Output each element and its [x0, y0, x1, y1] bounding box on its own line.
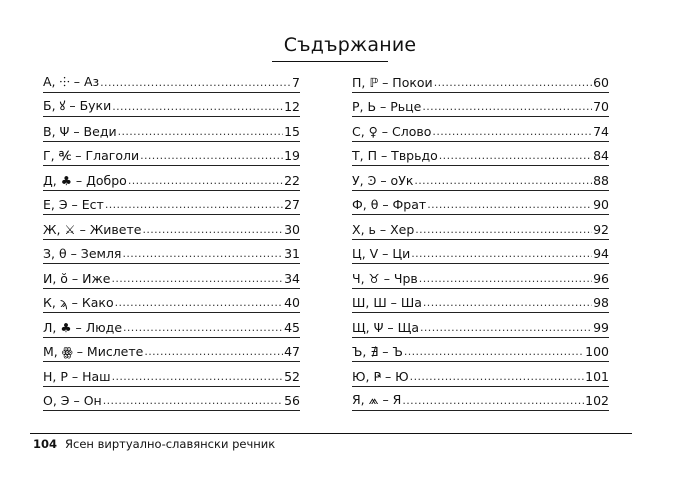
toc-entry-page: 52	[284, 368, 300, 384]
toc-entry-page: 22	[284, 172, 300, 188]
toc-entry-page: 56	[284, 393, 300, 408]
toc-entry-label: М, ꙮ – Мислете	[43, 344, 144, 359]
toc-entry-page: 98	[593, 295, 609, 310]
dot-leader	[434, 76, 592, 90]
toc-entry-label: Ч, ♉ – Чрв	[352, 270, 418, 286]
toc-entry-page: 31	[284, 246, 300, 261]
toc-entry-label: Ф, θ – Фрат	[352, 197, 427, 212]
toc-entry[interactable]	[352, 387, 609, 412]
toc-entry[interactable]	[352, 313, 609, 338]
dot-leader	[140, 149, 283, 163]
toc-entry[interactable]	[352, 289, 609, 314]
toc-entry-page: 74	[593, 123, 609, 139]
toc-entry[interactable]	[43, 240, 300, 265]
toc-entry-page: 94	[593, 246, 609, 261]
toc-entry[interactable]	[43, 289, 300, 314]
toc-entry-label: С, ♀ – Слово	[352, 123, 432, 139]
toc-entry[interactable]	[43, 215, 300, 240]
toc-entry-label: В, Ψ – Веди	[43, 123, 117, 139]
toc-entry-page: 47	[284, 344, 300, 359]
toc-entry[interactable]	[43, 338, 300, 363]
toc-entry[interactable]	[352, 166, 609, 191]
toc-entry[interactable]	[352, 338, 609, 363]
toc-entry-label: А, ⸭ – Аз	[43, 73, 100, 89]
footer-page-number: 104	[33, 437, 58, 451]
toc-entry-page: 15	[284, 123, 300, 139]
toc-entry[interactable]	[43, 68, 300, 93]
dot-leader	[112, 370, 284, 384]
toc-entry[interactable]	[43, 142, 300, 167]
dot-leader	[103, 394, 283, 408]
toc-entry-label: И, ŏ – Иже	[43, 270, 111, 286]
footer-running-title: Ясен виртуално-славянски речник	[65, 437, 276, 451]
toc-entry-page: 45	[284, 319, 300, 335]
dot-leader	[411, 247, 592, 261]
dot-leader	[420, 321, 592, 335]
toc-entry-label: Щ, Ψ – Ща	[352, 319, 419, 335]
toc-entry-label: Н, Р – Наш	[43, 368, 111, 384]
toc-entry[interactable]	[43, 191, 300, 216]
dot-leader	[144, 345, 283, 359]
toc-entry-label: Л, ♣ – Люде	[43, 319, 123, 335]
toc-entry-label: Г, ℀ – Глаголи	[43, 148, 140, 163]
toc-entry-page: 70	[593, 99, 609, 114]
toc-entry-label: Ъ, ∄ – Ъ	[352, 344, 403, 359]
toc-entry-page: 34	[284, 270, 300, 286]
dot-leader	[410, 370, 584, 384]
toc-entry-label: Ю, Ҏ – Ю	[352, 368, 409, 384]
dot-leader	[439, 149, 592, 163]
dot-leader	[402, 394, 584, 408]
toc-entry[interactable]	[43, 117, 300, 142]
toc-entry[interactable]	[352, 93, 609, 118]
toc-left-column	[43, 68, 300, 411]
toc-entry[interactable]	[352, 68, 609, 93]
toc-entry[interactable]	[352, 142, 609, 167]
dot-leader	[128, 174, 283, 188]
toc-entry-label: О, Э – Он	[43, 393, 102, 408]
toc-entry-label: У, Ͽ – оУк	[352, 172, 414, 188]
toc-entry-label: Ш, Ш – Ша	[352, 295, 422, 310]
dot-leader	[404, 345, 584, 359]
toc-entry-page: 27	[284, 197, 300, 212]
toc-entry-page: 92	[593, 221, 609, 237]
toc-entry[interactable]	[352, 117, 609, 142]
toc-entry[interactable]	[43, 362, 300, 387]
toc-entry-label: Я, ⩕ – Я	[352, 392, 402, 407]
dot-leader	[122, 247, 283, 261]
dot-leader	[419, 272, 592, 286]
toc-entry[interactable]	[352, 264, 609, 289]
toc-entry-page: 102	[585, 393, 609, 408]
dot-leader	[142, 223, 283, 237]
toc-right-column	[352, 68, 609, 411]
toc-entry[interactable]	[43, 313, 300, 338]
toc-entry-label: П, ℙ – Покои	[352, 74, 433, 90]
dot-leader	[415, 223, 592, 237]
toc-entry-label: З, θ – Земля	[43, 246, 122, 261]
toc-entry-page: 40	[284, 295, 300, 310]
toc-entry-label: Д, ♣ – Добро	[43, 172, 127, 188]
toc-entry[interactable]	[352, 362, 609, 387]
toc-entry-page: 100	[585, 344, 609, 359]
toc-entry-page: 7	[292, 74, 300, 90]
dot-leader	[423, 296, 592, 310]
toc-entry-label: К, ϡ – Како	[43, 295, 114, 310]
toc-entry-page: 84	[593, 148, 609, 163]
page-title: Съдържание	[283, 34, 417, 56]
dot-leader	[100, 76, 291, 90]
page-footer	[33, 437, 275, 451]
dot-leader	[432, 125, 592, 139]
toc-entry[interactable]	[43, 166, 300, 191]
footer-rule	[30, 433, 632, 434]
toc-entry-label: Ц, V – Ци	[352, 246, 411, 261]
toc-entry-page: 88	[593, 172, 609, 188]
toc-entry[interactable]	[352, 240, 609, 265]
dot-leader	[123, 321, 283, 335]
dot-leader	[414, 174, 592, 188]
toc-entry-page: 90	[593, 197, 609, 212]
toc-entry-page: 101	[585, 368, 609, 384]
dot-leader	[115, 296, 284, 310]
toc-entry[interactable]	[43, 264, 300, 289]
toc-entry-page: 19	[284, 148, 300, 163]
toc-entry-label: Б, ꙋ – Буки	[43, 98, 112, 113]
toc-entry-label: Ж, ⚔ – Живете	[43, 221, 142, 237]
toc-entry-page: 96	[593, 270, 609, 286]
toc-entry-label: Р, Ь – Рьце	[352, 99, 422, 114]
toc-entry-page: 99	[593, 319, 609, 335]
dot-leader	[427, 198, 592, 212]
title-underline	[272, 61, 388, 62]
dot-leader	[112, 100, 283, 114]
toc-entry[interactable]	[43, 93, 300, 118]
toc-entry-label: Е, Э – Ест	[43, 197, 104, 212]
dot-leader	[422, 100, 592, 114]
dot-leader	[111, 272, 283, 286]
toc-entry-label: Т, Π – Тврьдо	[352, 148, 438, 163]
toc-entry-page: 60	[593, 74, 609, 90]
toc-entry[interactable]	[43, 387, 300, 412]
dot-leader	[105, 198, 283, 212]
toc-entry-label: Х, ь – Хер	[352, 221, 415, 237]
toc-entry-page: 30	[284, 221, 300, 237]
dot-leader	[118, 125, 284, 139]
toc-entry[interactable]	[352, 215, 609, 240]
toc-entry-page: 12	[284, 99, 300, 114]
toc-entry[interactable]	[352, 191, 609, 216]
